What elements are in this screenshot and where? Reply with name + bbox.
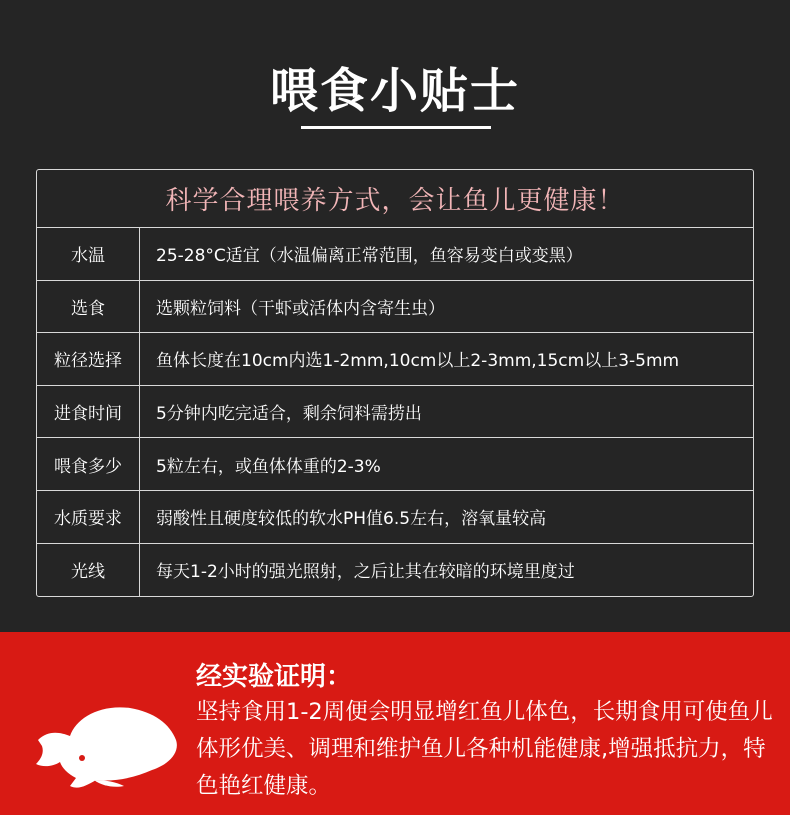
table-headline: 科学合理喂养方式，会让鱼儿更健康！ <box>37 170 753 228</box>
table-row <box>37 281 753 334</box>
proof-text: 坚持食用1-2周便会明显增红鱼儿体色，长期食用可使鱼儿体形优美、调理和维护鱼儿各种机能健康,增强抵抗力，特色艳红健康。 <box>196 699 773 799</box>
row-value: 弱酸性且硬度较低的软水PH值6.5左右，溶氧量较高 <box>156 509 547 530</box>
row-label: 水温 <box>37 228 140 280</box>
row-value: 鱼体长度在10cm内选1-2mm,10cm以上2-3mm,15cm以上3-5mm <box>156 351 680 372</box>
table-row <box>37 333 753 386</box>
table-row <box>37 491 753 544</box>
title-divider <box>301 126 491 129</box>
row-value: 5粒左右，或鱼体体重的2-3% <box>156 456 381 477</box>
page-title: 喂食小贴士 <box>269 63 520 119</box>
row-label: 选食 <box>37 281 140 333</box>
row-value: 选颗粒饲料（干虾或活体内含寄生虫） <box>156 298 445 319</box>
feeding-tips-table <box>36 169 754 597</box>
row-label: 水质要求 <box>37 491 140 543</box>
proof-banner <box>0 632 790 815</box>
table-row <box>37 438 753 491</box>
fish-icon <box>30 682 180 792</box>
row-value: 5分钟内吃完适合，剩余饲料需捞出 <box>156 404 422 425</box>
row-label: 喂食多少 <box>37 438 140 490</box>
row-value: 每天1-2小时的强光照射，之后让其在较暗的环境里度过 <box>156 562 575 583</box>
row-label: 光线 <box>37 544 140 597</box>
row-value: 25-28°C适宜（水温偏离正常范围，鱼容易变白或变黑） <box>156 246 583 267</box>
table-row <box>37 386 753 439</box>
table-row <box>37 228 753 281</box>
table-row <box>37 544 753 597</box>
row-label: 进食时间 <box>37 386 140 438</box>
row-label: 粒径选择 <box>37 333 140 385</box>
proof-title: 经实验证明： <box>196 662 353 692</box>
